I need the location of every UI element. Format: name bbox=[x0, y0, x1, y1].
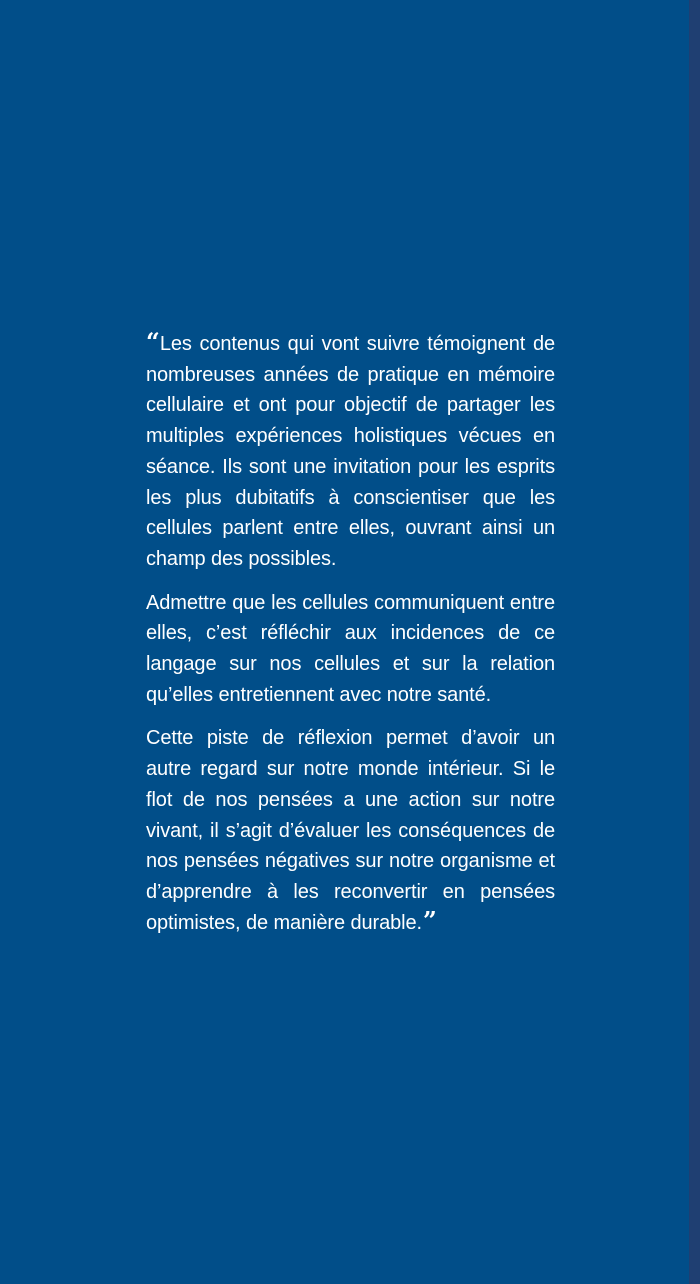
opening-quote-mark: “ bbox=[146, 327, 159, 356]
quote-paragraph-2: Admettre que les cellules communiquent entre elles, c’est réfléchir aux incidences de ce langage sur nos cellules et sur la relation qu’elles entretiennent avec notre santé. bbox=[146, 591, 555, 706]
quote-paragraph-3 bbox=[146, 723, 555, 938]
quote-paragraph-1-text: Les contenus qui vont suivre témoignent de nombreuses années de pratique en mémoire cellulaire et ont pour objectif de partager les multiples expériences holistiques vécues en séance. Ils sont une invitation pour les esprits les plus dubitatifs à conscientiser que les cellules parlent entre elles, ouvrant ainsi un champ des possibles. bbox=[146, 333, 555, 570]
quote-paragraph-1 bbox=[146, 329, 555, 575]
closing-quote-mark: ” bbox=[422, 905, 436, 935]
spine-edge bbox=[689, 0, 700, 1284]
quote-paragraph-3-text: Cette piste de réflexion permet d’avoir un autre regard sur notre monde intérieur. Si le flot de nos pensées a une action sur notre vivant, il s’agit d’évaluer les conséquences de nos pensées négatives sur notre organisme et d’apprendre à les reconvertir en pensées optimistes, de manière durable. bbox=[146, 727, 555, 934]
quote-block bbox=[146, 329, 555, 951]
